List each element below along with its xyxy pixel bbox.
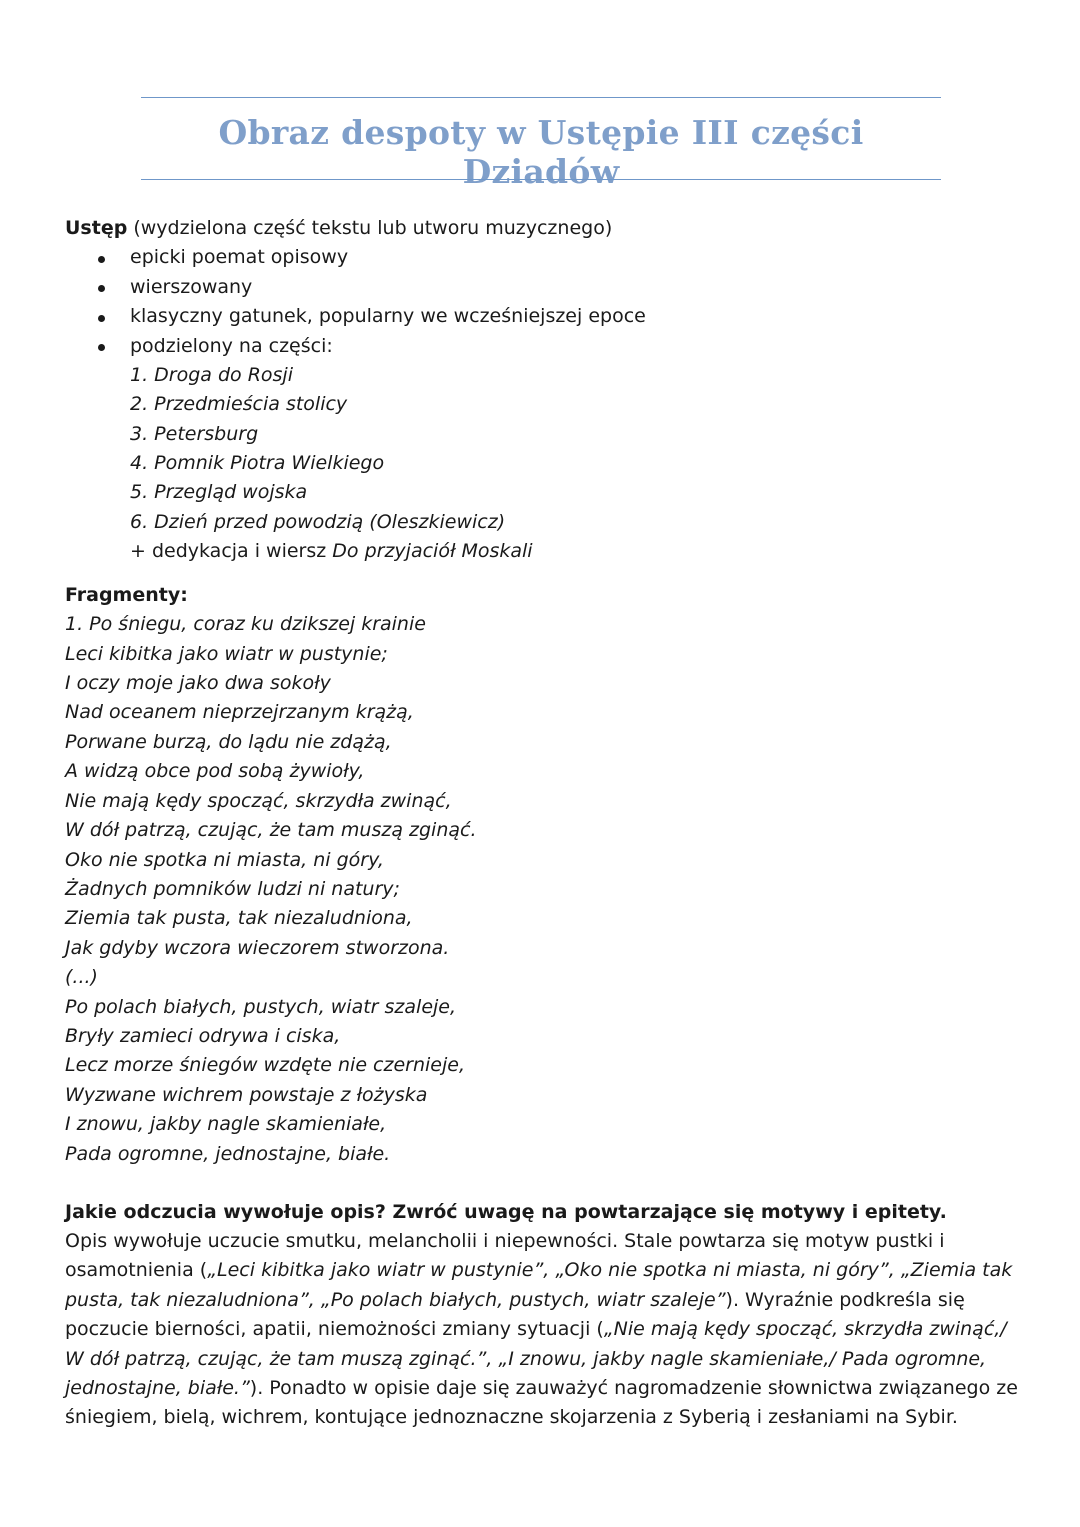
part-item: 3. Petersburg xyxy=(130,423,259,445)
poem-line: Żadnych pomników ludzi ni natury; xyxy=(65,878,400,900)
poem-line: Porwane burzą, do lądu nie zdążą, xyxy=(65,731,392,753)
poem-line: Lecz morze śniegów wzdęte nie czernieje, xyxy=(65,1054,465,1076)
poem-line: W dół patrzą, czując, że tam muszą zginąć. xyxy=(65,819,477,841)
definition-explanation: (wydzielona część tekstu lub utworu muzycznego) xyxy=(133,217,613,239)
part-item: 6. Dzień przed powodzią (Oleszkiewicz) xyxy=(130,511,506,533)
title-rule-top xyxy=(141,97,941,98)
poem-line: Wyzwane wichrem powstaje z łożyska xyxy=(65,1084,428,1106)
poem-line: Jak gdyby wczora wieczorem stworzona. xyxy=(65,937,450,959)
poem-line: (...) xyxy=(65,966,98,988)
bullet-item: klasyczny gatunek, popularny we wcześniejszej epoce xyxy=(130,305,646,327)
poem-line: Ziemia tak pusta, tak niezaludniona, xyxy=(65,907,413,929)
title-rule-bottom xyxy=(141,179,941,180)
page-title: Obraz despoty w Ustępie III części Dziadów xyxy=(218,113,864,191)
poem-line: 1. Po śniegu, coraz ku dzikszej krainie xyxy=(65,613,426,635)
fragments-heading: Fragmenty: xyxy=(65,584,188,606)
part-item: 4. Pomnik Piotra Wielkiego xyxy=(130,452,385,474)
poem-line: Oko nie spotka ni miasta, ni góry, xyxy=(65,849,384,871)
dedication-line xyxy=(130,538,533,564)
poem-line: I oczy moje jako dwa sokoły xyxy=(65,672,331,694)
bullet-dot xyxy=(98,315,105,322)
poem-line: Leci kibitka jako wiatr w pustynie; xyxy=(65,643,388,665)
bullet-dot xyxy=(98,256,105,263)
dedication-prefix: + dedykacja i wiersz xyxy=(130,540,333,562)
definition-term: Ustęp xyxy=(65,217,128,239)
poem-line: Po polach białych, pustych, wiatr szaleje, xyxy=(65,996,457,1018)
bullet-item: podzielony na części: xyxy=(130,335,333,357)
answer-text: Opis wywołuje uczucie smutku, melancholii i niepewności. Stale powtarza się motyw pustki i osamotnienia ( xyxy=(65,1230,945,1282)
poem-line: Bryły zamieci odrywa i ciska, xyxy=(65,1025,341,1047)
answer-quote: „Leci kibitka jako wiatr w pustynie”, „Oko nie spotka ni miasta, ni góry”, „Ziemia tak pusta, tak niezaludniona”, „Po polach białych, pustych, wiatr szaleje” xyxy=(65,1259,1013,1311)
poem-line: Nad oceanem nieprzejrzanym krążą, xyxy=(65,701,414,723)
definition-line xyxy=(65,215,612,241)
bullet-item: epicki poemat opisowy xyxy=(130,246,349,268)
question-heading: Jakie odczucia wywołuje opis? Zwróć uwagę na powtarzające się motywy i epitety. xyxy=(65,1201,947,1223)
answer-text: ). Wyraźnie podkreśla się poczucie bierności, apatii, niemożności zmiany sytuacji ( xyxy=(65,1288,965,1341)
answer-quote: „Nie mają kędy spocząć, skrzydła zwinąć,/ W dół patrzą, czując, że tam muszą zginąć.”, „I znowu, jakby nagle skamieniałe,/ Pada ogromne, jednostajne, białe.” xyxy=(65,1318,1007,1400)
bullet-dot xyxy=(98,285,105,292)
poem-line: A widzą obce pod sobą żywioły, xyxy=(65,760,365,782)
part-item: 1. Droga do Rosji xyxy=(130,364,293,386)
answer-paragraph xyxy=(65,1227,1020,1433)
bullet-dot xyxy=(98,344,105,351)
poem-line: Nie mają kędy spocząć, skrzydła zwinąć, xyxy=(65,790,452,812)
part-item: 2. Przedmieścia stolicy xyxy=(130,393,348,415)
bullet-item: wierszowany xyxy=(130,276,253,298)
poem-line: Pada ogromne, jednostajne, białe. xyxy=(65,1143,391,1165)
answer-text: ). Ponadto w opisie daje się zauważyć nagromadzenie słownictwa związanego ze śniegiem, bielą, wichrem, kontujące jednoznaczne skojarzenia z Syberią i zesłaniami na Sybir. xyxy=(65,1377,1018,1429)
part-item: 5. Przegląd wojska xyxy=(130,481,308,503)
poem-line: I znowu, jakby nagle skamieniałe, xyxy=(65,1113,387,1135)
dedication-title: Do przyjaciół Moskali xyxy=(332,540,533,562)
